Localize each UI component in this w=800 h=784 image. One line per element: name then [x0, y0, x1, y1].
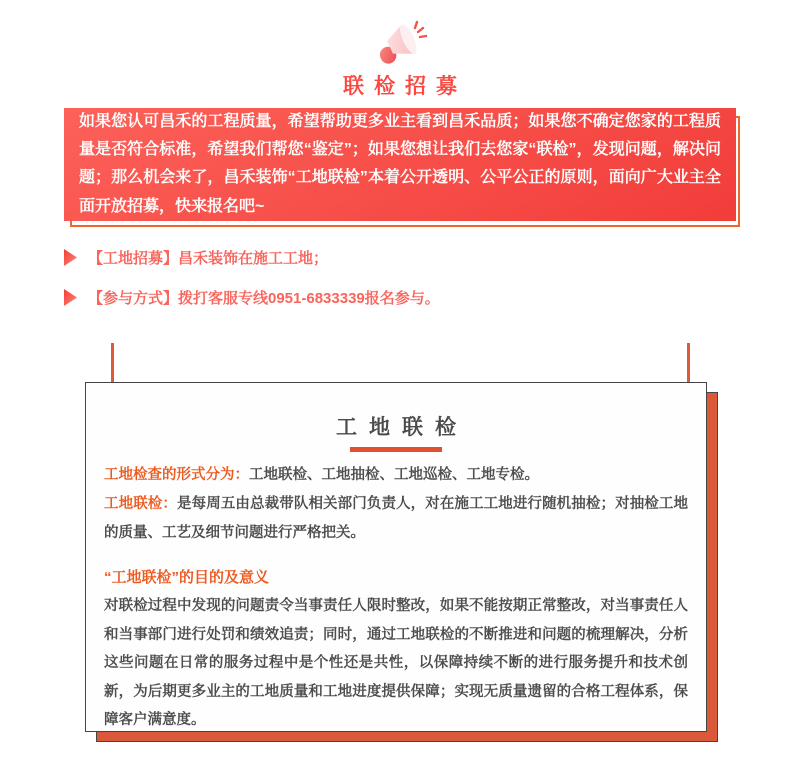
recruit-banner — [64, 108, 736, 221]
card-title-underline — [350, 447, 442, 452]
banner-text: 如果您认可昌禾的工程质量，希望帮助更多业主看到昌禾品质；如果您不确定您家的工程质量是否符合标准，希望我们帮您“鉴定”；如果您想让我们去您家“联检”，发现问题，解决问题；那么机会来了，昌禾装饰“工地联检”本着公开透明、公平公正的原则，面向广大业主全面开放招募，快来报名吧~ — [79, 113, 721, 215]
inspection-forms-lead: 工地检查的形式分为： — [104, 467, 249, 483]
arrow-right-icon — [64, 289, 77, 306]
bullet-text: 【参与方式】拨打客服专线0951-6833339报名参与。 — [88, 289, 440, 307]
joint-inspection-card — [85, 382, 707, 732]
banner-background — [64, 108, 736, 221]
purpose-heading: “工地联检”的目的及意义 — [104, 569, 270, 586]
joint-inspection-text: 是每周五由总裁带队相关部门负责人，对在施工工地进行随机抽检；对抽检工地的质量、工艺及细节问题进行严格把关。 — [104, 496, 688, 541]
joint-inspection-line — [104, 490, 688, 548]
card-title: 工地联检 — [336, 416, 468, 439]
bullet-participation — [64, 288, 440, 306]
inspection-forms-text: 工地联检、工地抽检、工地巡检、工地专检。 — [249, 467, 539, 483]
card-body — [85, 382, 707, 732]
megaphone-icon — [368, 20, 432, 70]
bullet-text: 【工地招募】昌禾装饰在施工工地； — [88, 249, 329, 267]
joint-inspection-lead: 工地联检： — [104, 496, 178, 512]
arrow-right-icon — [64, 249, 77, 266]
bullet-site-recruit — [64, 248, 328, 266]
page-title: 联检招募 — [343, 75, 467, 98]
purpose-body: 对联检过程中发现的问题责令当事责任人限时整改，如果不能按期正常整改，对当事责任人和当事部门进行处罚和绩效追责；同时，通过工地联检的不断推进和问题的梳理解决，分析这些问题在日常的服务过程中是个性还是共性，以保障持续不断的进行服务提升和技术创新，为后期更多业主的工地质量和工地进度提供保障；实现无质量遗留的合格工程体系，保障客户满意度。 — [104, 598, 688, 728]
inspection-forms-line — [104, 461, 688, 490]
